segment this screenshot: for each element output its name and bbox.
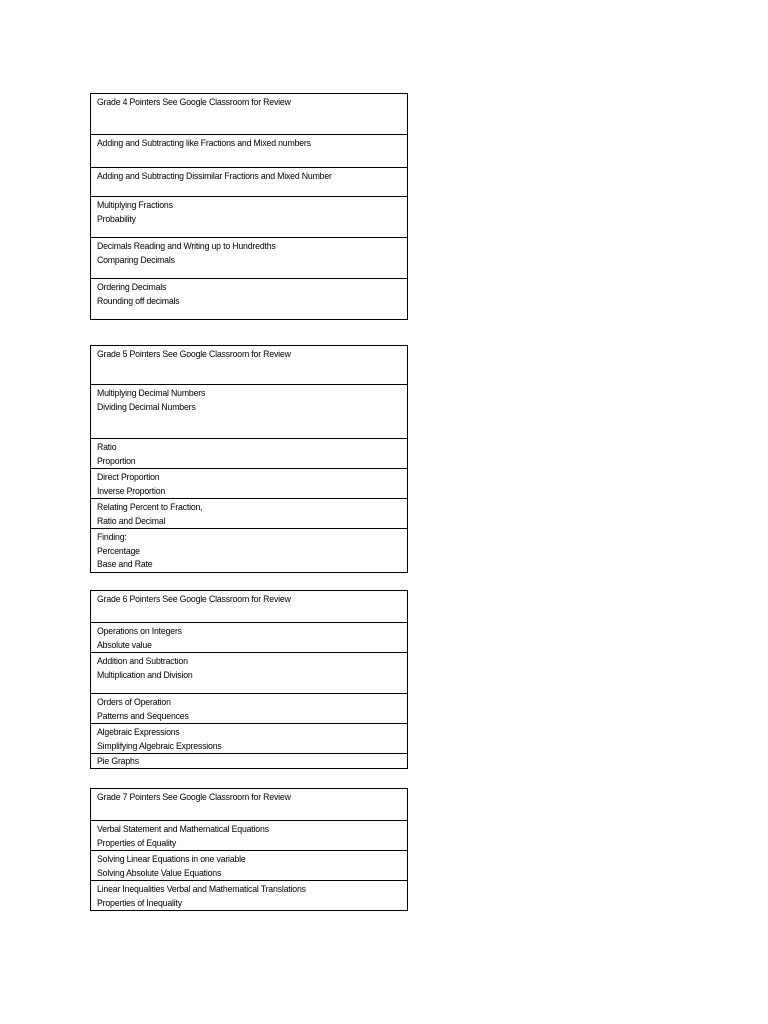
grade-5-header-cell: Grade 5 Pointers See Google Classroom for Review (91, 346, 408, 385)
grade-7-table (90, 788, 408, 911)
table-cell: Pie Graphs (91, 754, 408, 769)
grade-6-table (90, 590, 408, 769)
grade-6-header-cell: Grade 6 Pointers See Google Classroom for Review (91, 591, 408, 623)
grade-4-header-cell: Grade 4 Pointers See Google Classroom for Review (91, 94, 408, 135)
grade-7-header-cell: Grade 7 Pointers See Google Classroom for Review (91, 789, 408, 821)
table-cell: Linear Inequalities Verbal and Mathematical Translations Properties of Inequality (91, 881, 408, 911)
table-cell: Direct Proportion Inverse Proportion (91, 469, 408, 499)
table-cell: Solving Linear Equations in one variable Solving Absolute Value Equations (91, 851, 408, 881)
table-cell: Adding and Subtracting Dissimilar Fractions and Mixed Number (91, 168, 408, 197)
table-cell: Orders of Operation Patterns and Sequences (91, 694, 408, 724)
table-cell: Multiplying Fractions Probability (91, 197, 408, 238)
table-cell: Multiplying Decimal Numbers Dividing Decimal Numbers (91, 385, 408, 439)
table-cell: Adding and Subtracting like Fractions and Mixed numbers (91, 135, 408, 168)
table-cell: Finding: Percentage Base and Rate (91, 529, 408, 573)
grade-4-table (90, 93, 408, 320)
table-cell: Algebraic Expressions Simplifying Algebraic Expressions (91, 724, 408, 754)
grade-5-table (90, 345, 408, 573)
table-cell: Verbal Statement and Mathematical Equations Properties of Equality (91, 821, 408, 851)
table-cell: Operations on Integers Absolute value (91, 623, 408, 653)
table-cell: Ratio Proportion (91, 439, 408, 469)
table-cell: Addition and Subtraction Multiplication and Division (91, 653, 408, 694)
table-cell: Decimals Reading and Writing up to Hundredths Comparing Decimals (91, 238, 408, 279)
table-cell: Ordering Decimals Rounding off decimals (91, 279, 408, 320)
table-cell: Relating Percent to Fraction, Ratio and Decimal (91, 499, 408, 529)
